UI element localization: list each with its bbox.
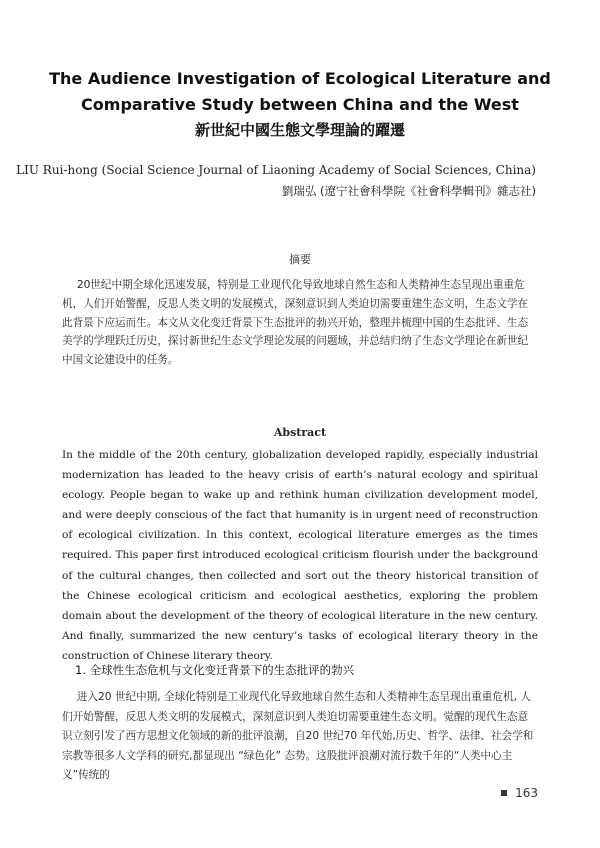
square-bullet-icon (501, 790, 507, 796)
paper-title-en (0, 66, 600, 118)
title-en-line1: The Audience Investigation of Ecological Literature and (49, 69, 551, 88)
en-abstract-text: In the middle of the 20th century, globalization developed rapidly, especially industrial modernization has leaded to the heavy crisis of earth’s natural ecology and spiritual ecology. People began to wake up and rethink human civilization development model, and were deeply conscious of the fact that humanity is in urgent need of reconstruction of ecological civilization. In this context, ecological literature emerges as the times required. This paper first introduced ecological criticism flourish under the background of the cultural changes, then collected and sort out the theory historical transition of the Chinese ecological criticism and ecological aesthetics, exploring the problem domain about the development of the theory of ecological literature in the new century. And finally, summarized the new century’s tasks of ecological literary theory in the construction of Chinese literary theory. (62, 449, 538, 662)
body-paragraph: 进入20 世纪中期, 全球化特别是工业现代化导致地球自然生态和人类精神生态呈现出重重危机, 人们开始警醒，反思人类文明的发展模式，深刻意识到人类迫切需要重建生态文明。觉醒的现代生态意识立刻引发了西方思想文化领域的新的批评浪潮，自20 世纪70 年代始,历史、哲学、法律、社会学和宗教等很多人文学科的研究,都显现出 “绿色化” 态势。这股批评浪潮对流行数千年的“人类中心主义”传统的 (62, 691, 534, 781)
title-en-line2: Comparative Study between China and the West (81, 95, 519, 114)
author-affiliation-en: LIU Rui-hong (Social Science Journal of Liaoning Academy of Social Sciences, China) (16, 163, 536, 177)
page-number: 163 (515, 786, 538, 800)
en-abstract-heading: Abstract (273, 426, 327, 439)
page-footer (501, 786, 538, 800)
section-heading: 1. 全球性生态危机与文化变迁背景下的生态批评的勃兴 (75, 663, 355, 677)
zh-abstract-text: 20世纪中期全球化迅速发展，特别是工业现代化导致地球自然生态和人类精神生态呈现出重重危机，人们开始警醒，反思人类文明的发展模式，深刻意识到人类迫切需要重建生态文明，生态文学在此背景下应运而生。本文从文化变迁背景下生态批评的勃兴开始，整理并梳理中国的生态批评、生态美学的学理跃迁历史，探讨新世纪生态文学理论发展的问题域，并总结归纳了生态文学理论在新世纪中国文论建设中的任务。 (62, 279, 529, 367)
author-affiliation-zh: 劉瑞弘 (遼宁社會科學院《社會科學輯刊》雜志社) (281, 184, 536, 198)
paper-title-zh: 新世紀中國生態文學理論的躍遷 (194, 121, 405, 139)
zh-abstract-heading: 摘要 (289, 253, 311, 266)
